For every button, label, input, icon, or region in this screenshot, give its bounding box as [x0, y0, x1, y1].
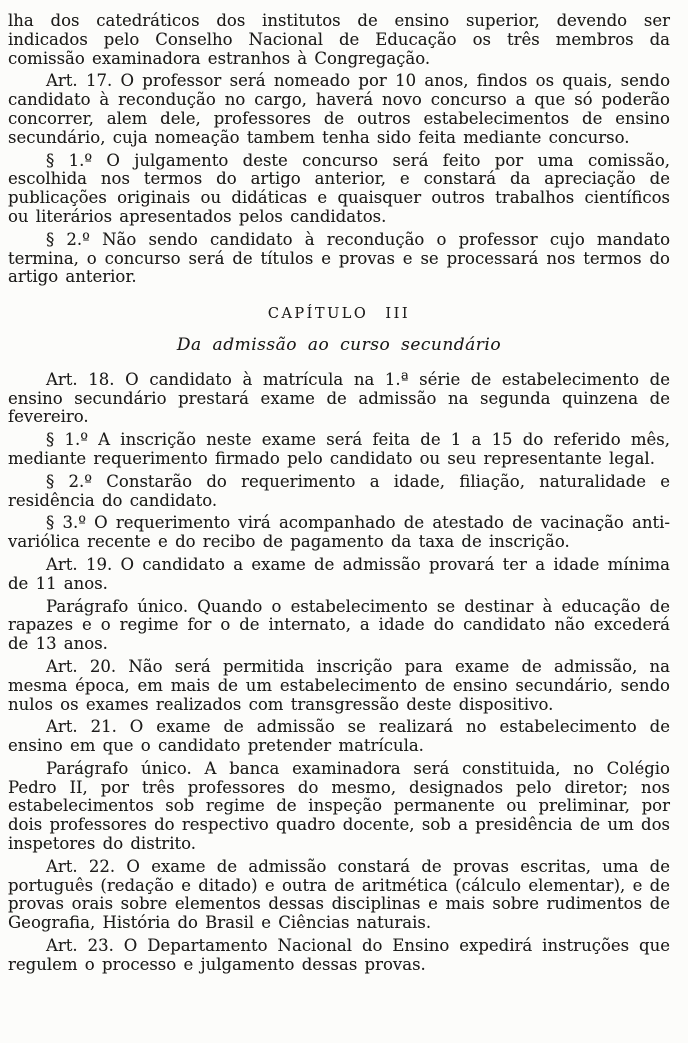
paragraph-art-21-sole: Parágrafo único. A banca examinadora será constituida, no Colégio Pedro II, por três professores do mesmo, designados pelo diretor; nos estabelecimentos sob regime de inspeção permanente ou preliminar, por dois professores do respectivo quadro docente, sob a presidência de um dos inspetores do distrito. — [8, 758, 670, 854]
paragraph-art-18-s3: § 3.º O requerimento virá acompanhado de atestado de vacinação anti-variólica recente e do recibo de pagamento da taxa de inscrição. — [8, 513, 670, 552]
paragraph-art-18-s2: § 2.º Constarão do requerimento a idade, filiação, naturalidade e residência do candidato. — [8, 471, 670, 510]
paragraph-art-21: Art. 21. O exame de admissão se realizará no estabelecimento de ensino em que o candidato pretender matrícula. — [8, 717, 670, 756]
paragraph-art-23: Art. 23. O Departamento Nacional do Ensino expedirá instruções que regulem o processo e julgamento dessas provas. — [8, 936, 670, 974]
paragraph-art-19-sole: Parágrafo único. Quando o estabelecimento se destinar à educação de rapazes e o regime for o de internato, a idade do candidato não excederá de 13 anos. — [8, 596, 670, 654]
paragraph-art-17-s2: § 2.º Não sendo candidato à recondução o professor cujo mandato termina, o concurso será de títulos e provas e se processará nos termos do artigo anterior. — [8, 229, 670, 287]
chapter-heading: CAPÍTULO III — [267, 306, 411, 323]
paragraph-art-22: Art. 22. O exame de admissão constará de provas escritas, uma de português (redação e ditado) e outra de aritmética (cálculo elementar), e de provas orais sobre elementos dessas disciplinas e mais sobre rudimentos de Geografia, História do Brasil e Ciências naturais. — [8, 856, 670, 933]
paragraph-art-20: Art. 20. Não será permitida inscrição para exame de admissão, na mesma época, em mais de um estabelecimento de ensino secundário, sendo nulos os exames realizados com transgressão deste dispositivo. — [8, 656, 670, 714]
paragraph-art-19: Art. 19. O candidato a exame de admissão provará ter a idade mínima de 11 anos. — [8, 554, 670, 593]
paragraph-continuation: lha dos catedráticos dos institutos de ensino superior, devendo ser indicados pelo Conselho Nacional de Educação os três membros da comissão examinadora estranhos à Congregação. — [8, 11, 670, 68]
paragraph-art-17-s1: § 1.º O julgamento deste concurso será feito por uma comissão, escolhida nos termos do artigo anterior, e constará da apreciação de publicações originais ou didáticas e quaisquer outros trabalhos científicos ou literários apresentados pelos candidatos. — [8, 150, 670, 226]
paragraph-art-18: Art. 18. O candidato à matrícula na 1.ª série de estabelecimento de ensino secundário prestará exame de admissão na segunda quinzena de fevereiro. — [8, 369, 670, 427]
paragraph-art-17: Art. 17. O professor será nomeado por 10 anos, findos os quais, sendo candidato à recondução no cargo, haverá novo concurso a que só poderão concorrer, alem dele, professores de outros estabelecimentos de ensino secundário, cuja nomeação tambem tenha sido feita mediante concurso. — [8, 71, 670, 147]
chapter-subtitle: Da admissão ao curso secundário — [176, 334, 502, 355]
paragraph-art-18-s1: § 1.º A inscrição neste exame será feita de 1 a 15 do referido mês, mediante requerimento firmado pelo candidato ou seu representante legal. — [8, 430, 670, 468]
